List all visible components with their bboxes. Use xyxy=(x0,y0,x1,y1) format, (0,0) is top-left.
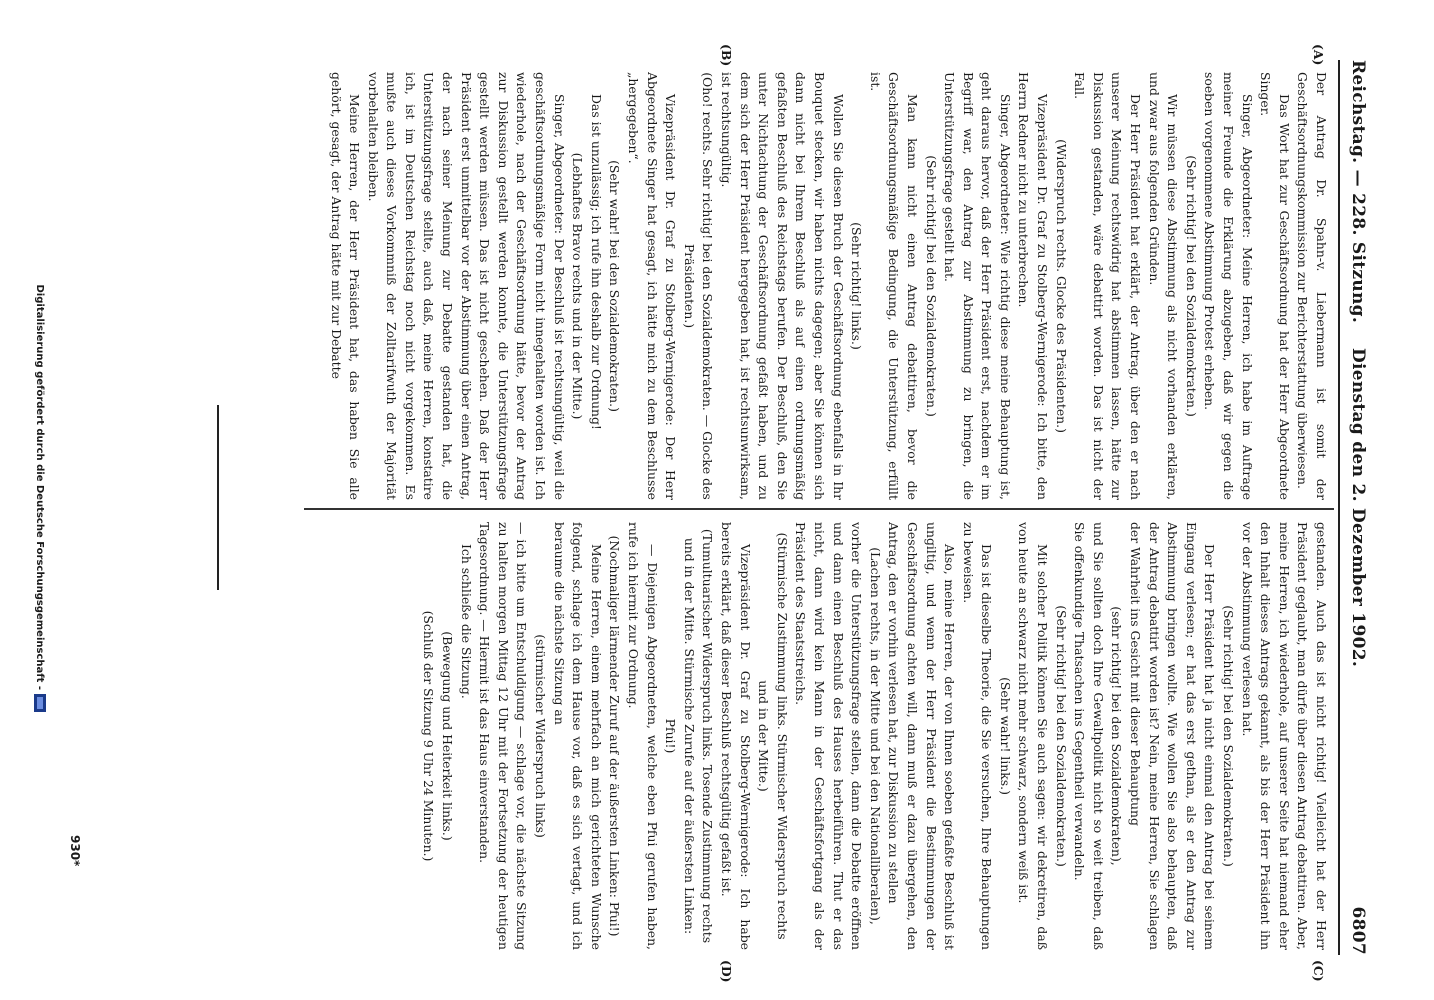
dfg-logo-icon xyxy=(34,694,46,712)
interjection: (sehr richtig! bei den Sozialdemokraten), xyxy=(1109,606,1125,866)
credit-text: Digitalisierung gefördert durch die Deutsche Forschungsgemeinschaft - xyxy=(34,284,45,691)
interjection: (Nochmaliger lärmender Zuruf auf der äußersten Linken: Pfui!) xyxy=(607,535,623,937)
interjection: (Widerspruch rechts. Glocke des Präsidenten.) xyxy=(1053,139,1069,433)
interjection: (Sehr richtig! bei den Sozialdemokraten.) xyxy=(1221,605,1237,867)
interjection: (Sehr richtig! bei den Sozialdemokraten.) xyxy=(1053,605,1069,867)
digitization-credit xyxy=(34,0,46,1000)
interjection: (Lebhaftes Bravo rechts und in der Mitte.) xyxy=(570,152,586,420)
paragraph: Ich schließe die Sitzung. xyxy=(458,544,474,699)
paragraph: Wollen Sie diesen Bruch der Geschäftsordnung ebenfalls in Ihr Bouquet stecken, wir haben nichts dagegen; aber Sie können sich dann nicht bei Ihrem Beschluß als auf einen ordnungsmäßig gefaßten Beschluß des Reichstags berufen. Der Beschluß, den Sie unter Nichtachtung der Geschäftsordnung gefaßt haben, und zu dem sich der Herr Präsident hergegeben hat, ist rechtsunwirksam, ist rechtsungültig. xyxy=(719,72,846,500)
paragraph: Man kann nicht einen Antrag debattiren, bevor die Geschäftsordnungsmäßige Bedingung, die Unterstützung, erfüllt ist. xyxy=(867,72,920,500)
paragraph: Der Herr Präsident hat erklärt, der Antrag, über den er nach unserer Meinung rechtswidrig hat abstimmen lassen, hätte zur Diskussion gestanden, wäre debattirt worden. Das ist nicht der Fall. xyxy=(1072,72,1144,500)
interjection: (stürmischer Widerspruch links) xyxy=(533,634,549,838)
header-date: Dienstag den 2. Dezember 1902. xyxy=(1348,347,1368,668)
paragraph: Das Wort hat zur Geschäftsordnung hat der Herr Abgeordnete Singer. xyxy=(1258,72,1292,500)
paragraph: Das ist dieselbe Theorie, die Sie versuchen, Ihre Behauptungen zu beweisen. xyxy=(960,522,995,950)
paragraph: Meine Herren, der Herr Präsident hat, das haben Sie alle gehört, gesagt, der Antrag hätte mit zur Debatte xyxy=(328,72,363,500)
footer-page-number: 930* xyxy=(68,835,82,867)
paragraph: Also, meine Herren, der von Ihnen soeben gefaßte Beschluß ist ungiltig, und wenn der Herr Präsident die Bestimmungen der Geschäftsordnung achten will, dann muß er dazu übergehen, den Antrag, den er vorhin verlesen hat, zur Diskussion zu stellen xyxy=(886,522,958,950)
interjection: (Sehr richtig! bei den Sozialdemokraten.) xyxy=(1183,155,1199,417)
paragraph: — ich bitte um Entschuldigung — schlage vor, die nächste Sitzung zu halten morgen Mittag 12 Uhr mit der Fortsetzung der heutigen Tagesordnung. — Hiermit ist das Haus einverstanden. xyxy=(477,522,530,950)
page-header xyxy=(1344,60,1368,955)
paragraph: und Sie sollten doch Ihre Gewaltpolitik nicht so weit treiben, daß Sie offenkundige Thatsachen ins Gegentheil verwandeln. xyxy=(1072,522,1106,950)
paragraph: Das ist unzulässig; ich rufe ihn deshalb zur Ordnung! xyxy=(588,94,604,430)
column-divider xyxy=(304,508,1334,510)
paragraph: Wir müssen diese Abstimmung als nicht vorhanden erklären, und zwar aus folgenden Gründen. xyxy=(1146,72,1181,500)
paragraph: — Diejenigen Abgeordneten, welche eben Pfui gerufen haben, rufe ich hiermit zur Ordnung. xyxy=(626,522,660,950)
session-close: (Schluß der Sitzung 9 Uhr 24 Minuten.) xyxy=(421,610,437,862)
paragraph: vorher die Unterstützungsfrage stellen, dann die Debatte eröffnen und dann einen Beschluß des Hauses herbeiführen. Thut er das nicht, dann wird kein Mann in der Geschäftsfortgang als der Präsident des Staatsstreichs. xyxy=(793,522,865,950)
interjection: (Sehr richtig! links.) xyxy=(849,222,865,350)
paragraph: Vizepräsident Dr. Graf zu Stolberg-Wernigerode: Ich bitte, den Herrn Redner nicht zu unterbrechen. xyxy=(1016,72,1051,500)
paragraph: Vizepräsident Dr. Graf zu Stolberg-Wernigerode: Der Herr Abgeordnete Singer hat gesagt, ich hätte mich zu dem Beschlusse „hergegeben“. xyxy=(626,72,679,500)
left-column xyxy=(300,72,1330,500)
paragraph: Der Herr Präsident hat ja nicht einmal den Antrag bei seinem Eingang verlesen; er hat das erst gethan, als er den Antrag zur Abstimmung bringen wollte. Wie wollen Sie also behaupten, daß der Antrag debattirt worden ist? Nein, meine Herren, Sie schlagen der Wahrheit ins Gesicht mit dieser Behauptung xyxy=(1128,522,1218,950)
interjection: (Oho! rechts. Sehr richtig! bei den Sozialdemokraten. — Glocke des Präsidenten.) xyxy=(681,72,716,500)
margin-marker-b: (B) xyxy=(719,44,734,67)
paragraph: Der Antrag Dr. Spahn-v. Liebermann ist somit der Geschäftsordnungskommission zur Berichterstattung überwiesen. xyxy=(1295,72,1329,500)
paragraph: Vizepräsident Dr. Graf zu Stolberg-Wernigerode: Ich habe bereits erklärt, daß dieser Beschluß rechtsgültig gefaßt ist. xyxy=(719,522,753,950)
interjection: (Bewegung und Heiterkeit links.) xyxy=(440,631,456,841)
header-rule xyxy=(1338,60,1340,955)
interjection: (Sehr richtig! bei den Sozialdemokraten.) xyxy=(923,155,939,417)
interjection: (Stürmische Zustimmung links. Stürmischer Widerspruch rechts und in der Mitte.) xyxy=(756,532,790,940)
interjection: (Sehr wahr! links.) xyxy=(997,677,1013,795)
right-column xyxy=(300,522,1330,950)
header-page-number: 6807 xyxy=(1348,906,1368,955)
paragraph: gestanden. Auch das ist nicht richtig! Vielleicht hat der Herr Präsident geglaubt, man dürfe über diesen Antrag debattiren. Aber, meine Herren, ich wiederhole, auf unserer Seite hat niemand eher den Inhalt dieses Antrags gekannt, als bis der Herr Präsident ihn vor der Abstimmung verlesen hat. xyxy=(1239,522,1329,950)
margin-marker-c: (C) xyxy=(1311,960,1326,982)
margin-marker-d: (D) xyxy=(719,960,734,983)
margin-marker-a: (A) xyxy=(1311,44,1326,66)
margin-rule xyxy=(217,405,219,590)
interjection: (Sehr wahr! bei den Sozialdemokraten.) xyxy=(607,160,623,412)
paragraph: Singer, Abgeordneter: Meine Herren, ich habe im Auftrage meiner Freunde die Erklärung abzugeben, daß wir gegen die soeben vorgenommene Abstimmung Protest erheben. xyxy=(1202,72,1255,500)
interjection: (Tumultuarischer Widerspruch links. Tosende Zustimmung rechts und in der Mitte. Stürmische Zurufe auf der äußersten Linken: Pfui!) xyxy=(663,528,716,944)
paragraph: Meine Herren, einem mehrfach an mich gerichteten Wunsche folgend, schlage ich dem Hause vor, daß es sich vertagt, und ich beraume die nächste Sitzung an xyxy=(551,522,604,950)
paragraph: Mit solcher Politik können Sie auch sagen: wir dekretiren, daß von heute an schwarz nicht mehr schwarz, sondern weiß ist. xyxy=(1016,522,1051,950)
interjection: (Lachen rechts, in der Mitte und bei den Nationalliberalen), xyxy=(867,547,883,925)
header-left: Reichstag. — 228. Sitzung. xyxy=(1348,60,1368,324)
paragraph: Singer, Abgeordneter: Der Beschluß ist rechtsungültig, weil die geschäftsordnungsmäßige Form nicht innegehalten worden ist. Ich wiederhole, nach der Geschäftsordnung hätte, bevor der Antrag zur Diskussion gestellt werden konnte, die Unterstützungsfrage gestellt werden müssen. Das ist nicht geschehen. Daß der Herr Präsident erst unmittelbar vor der Abstimmung über einen Antrag, der nach seiner Meinung zur Debatte gestanden hat, die Unterstützungsfrage stellte, auch daß, meine Herren, konstatire ich, ist im Deutschen Reichstag noch nicht vorgekommen. Es mußte auch dieses Vorkommniß der Zolltarifwuth der Majorität vorbehalten bleiben. xyxy=(365,72,567,500)
paragraph: Singer, Abgeordneter: Wie richtig diese meine Behauptung ist, geht daraus hervor, daß der Herr Präsident erst, nachdem er im Begriff war, den Antrag zur Abstimmung zu bringen, die Unterstützungsfrage gestellt hat. xyxy=(942,72,1013,500)
